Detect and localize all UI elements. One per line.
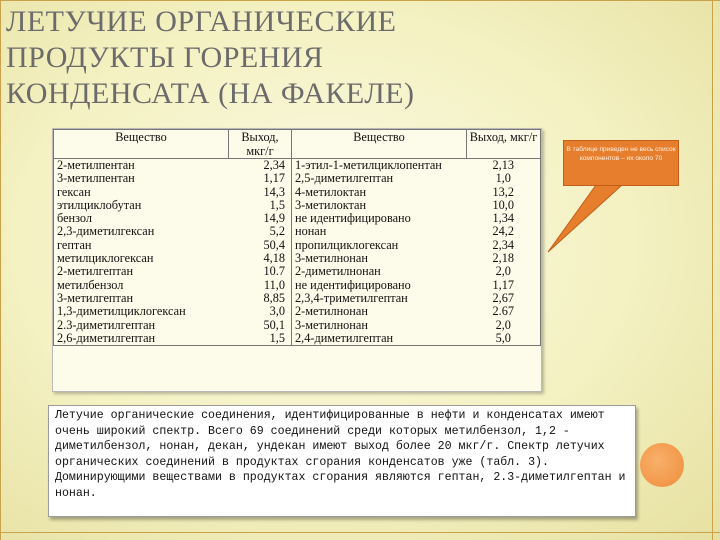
cell-substance-2: 2,5-диметилгептан [295,171,394,186]
compounds-table-container [52,128,542,392]
decorative-orange-circle [640,443,684,487]
cell-substance-1: 2.3-диметилгептан [54,319,229,332]
cell-yield-1: 50,1 [229,319,292,332]
cell-yield-1: 1,5 [229,332,292,346]
cell-substance-2: 2-метилнонан [295,304,368,319]
cell-yield-1: 14,3 [229,186,292,199]
cell-yield-1: 50,4 [229,239,292,252]
cell-substance-2: 2,4-диметилгептан [292,332,467,346]
cell-yield-2: 10,0 [467,199,541,212]
cell-substance-2: не идентифицировано [295,277,411,292]
cell-substance-1: метилциклогексан [54,252,229,265]
cell-yield-2: 1,34 [467,212,541,225]
table-row [54,265,541,278]
table-header-row [54,130,541,159]
cell-yield-1: 3,0 [229,305,292,318]
table-row [54,239,541,252]
cell-substance-1: 3-метилгептан [54,292,229,305]
cell-yield-1: 5,2 [229,225,292,238]
cell-yield-2: 1,17 [467,279,541,292]
frame-line-bottom [0,532,720,533]
cell-substance-1: 2-метилгептан [54,265,229,278]
description-textbox: Летучие органические соединения, идентифицированные в нефти и конденсатах имеют очень широкий спектр. Всего 69 соединений среди которых метилбензол, 1,2 - диметилбензол, нонан, декан, ундекан имеют выход более 20 мкг/г. Спектр летучих органических соединений в продуктах сгорания конденсатов уже (табл. 3). Доминирующими веществами в продуктах сгорания являются гептан, 2.3-диметилгептан и нонан. [48,405,636,517]
header-substance-2: Вещество [292,130,467,159]
header-yield-1: Выход, мкг/г [229,130,292,159]
cell-yield-2: 1,0 [467,172,541,185]
table-row [54,319,541,332]
cell-yield-1: 11,0 [229,279,292,292]
cell-substance-1: 1,3-диметилциклогексан [54,305,229,318]
cell-yield-2: 24,2 [467,225,541,238]
table-row [54,279,541,292]
cell-yield-1: 1,5 [229,199,292,212]
cell-yield-1: 2,34 [229,159,292,173]
cell-yield-2: 2,13 [467,159,541,173]
table-row [54,305,541,318]
cell-substance-1: бензол [54,212,229,225]
cell-substance-2: 1-этил-1-метилциклопентан [295,158,442,172]
cell-yield-1: 10.7 [229,265,292,278]
cell-substance-1: гексан [54,186,229,199]
compounds-table [53,129,541,346]
cell-yield-1: 14,9 [229,212,292,225]
frame-line-left [0,0,1,540]
cell-substance-2: 3-метилнонан [295,317,368,332]
cell-substance-1: метилбензол [54,279,229,292]
table-row [54,252,541,265]
cell-substance-2: 2,3,4-триметилгептан [295,290,408,305]
table-row [54,225,541,238]
cell-substance-1: 2-метилпентан [54,159,229,173]
table-row [54,212,541,225]
cell-yield-1: 1,17 [229,172,292,185]
header-yield-2: Выход, мкг/г [467,130,541,159]
table-row [54,199,541,212]
table-row [54,186,541,199]
cell-substance-2: 4-метилоктан [295,184,367,199]
cell-yield-2: 5,0 [467,332,541,346]
cell-yield-2: 2,34 [467,239,541,252]
table-row [54,159,541,173]
table-row [54,172,541,185]
cell-substance-1: 2,3-диметилгексан [54,225,229,238]
cell-yield-2: 2,0 [467,319,541,332]
table-row [54,292,541,305]
cell-substance-2: 3-метилнонан [295,251,368,266]
cell-yield-2: 2,67 [467,292,541,305]
cell-substance-2: 2-диметилнонан [295,264,381,279]
cell-substance-2: пропилциклогексан [295,237,399,252]
table-body [54,159,541,346]
header-substance-1: Вещество [54,130,229,159]
table-row [54,332,541,346]
cell-substance-1: 3-метилпентан [54,172,229,185]
cell-yield-1: 8,85 [229,292,292,305]
slide-title: ЛЕТУЧИЕ ОРГАНИЧЕСКИЕ ПРОДУКТЫ ГОРЕНИЯ КОНДЕНСАТА (НА ФАКЕЛЕ) [6,5,415,110]
cell-substance-2: 3-метилоктан [295,197,367,212]
frame-line-top [0,0,720,1]
frame-line-right [712,0,713,540]
cell-yield-2: 2,0 [467,265,541,278]
cell-substance-1: гептан [54,239,229,252]
callout-note: В таблице приведен не весь список компонентов – их около 70 [563,140,679,186]
cell-substance-1: 2,6-диметилгептан [54,332,229,346]
cell-yield-1: 4,18 [229,252,292,265]
cell-substance-2: нонан [295,224,327,239]
cell-yield-2: 2,18 [467,252,541,265]
cell-yield-2: 2.67 [467,305,541,318]
cell-substance-2: не идентифицировано [295,211,411,226]
cell-yield-2: 13,2 [467,186,541,199]
cell-substance-1: этилциклобутан [54,199,229,212]
